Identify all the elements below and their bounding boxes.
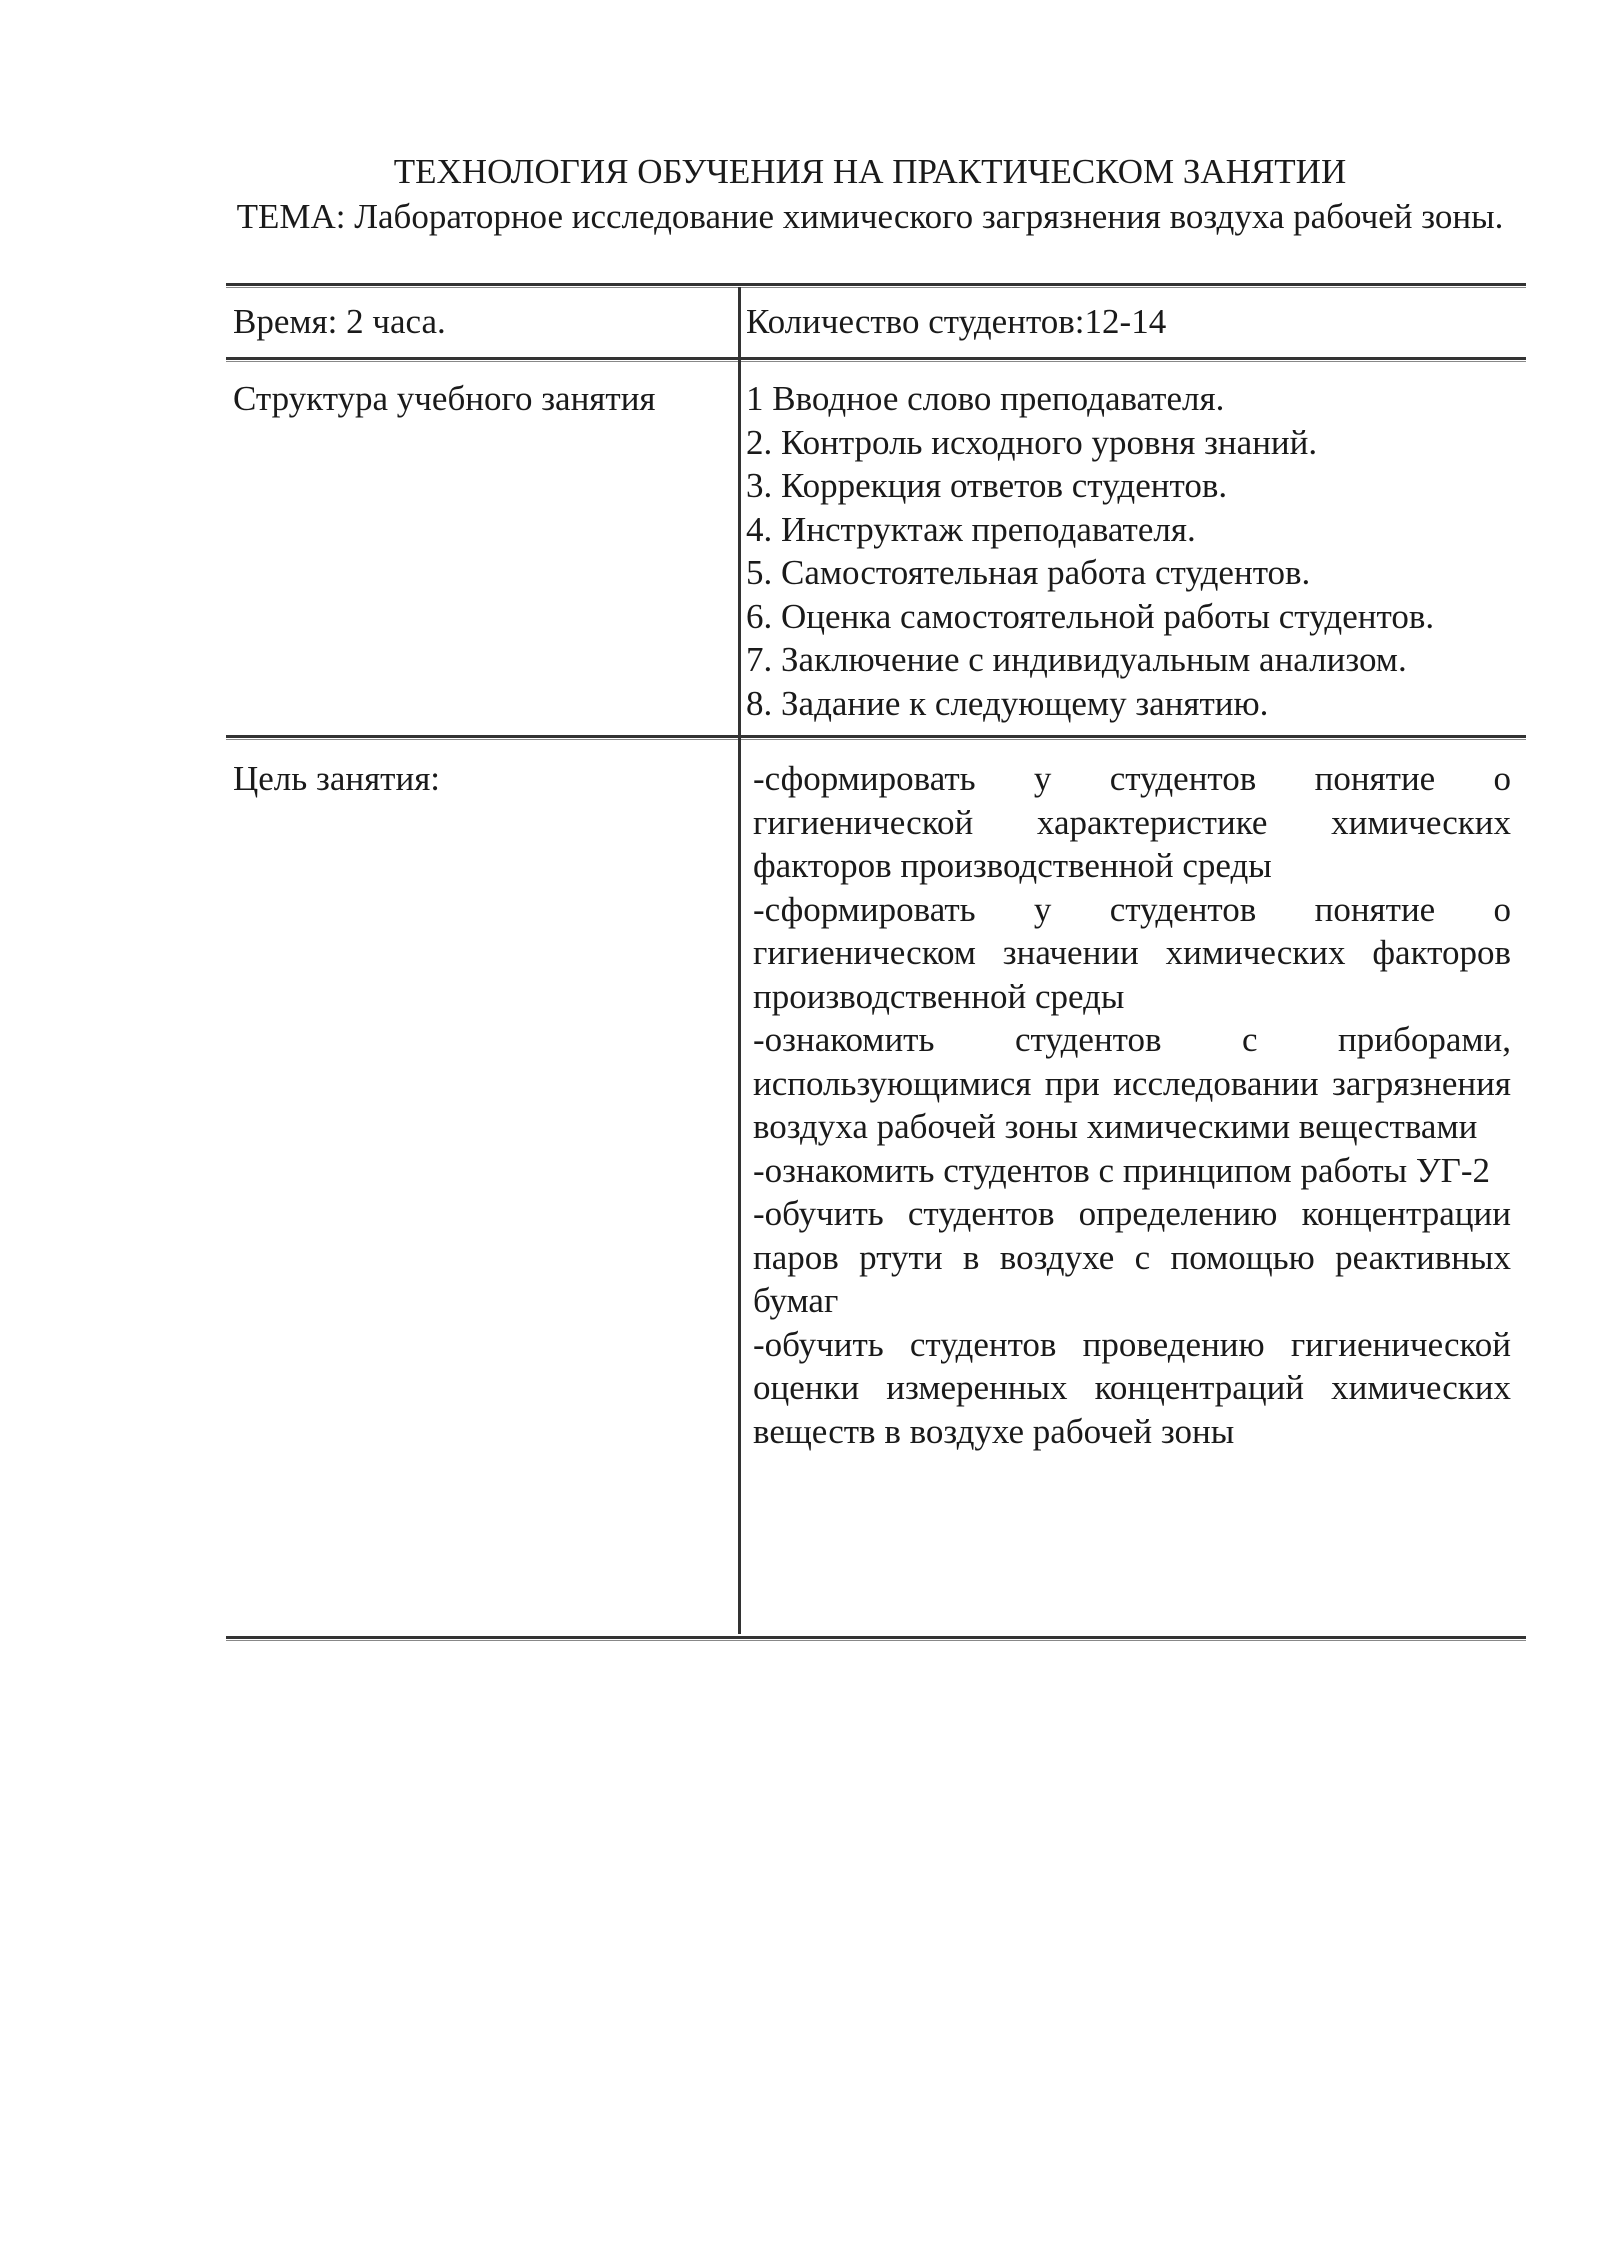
time-cell: Время: 2 часа. (233, 302, 446, 341)
table-bottom-border (226, 1636, 1526, 1639)
column-divider (738, 287, 741, 1634)
list-item: 6. Оценка самостоятельной работы студентов. (746, 596, 1435, 636)
list-item: 4. Инструктаж преподавателя. (746, 509, 1196, 549)
row-divider-1 (226, 357, 1526, 360)
lesson-topic: ТЕМА: Лабораторное исследование химического загрязнения воздуха рабочей зоны. (236, 197, 1504, 236)
structure-label: Структура учебного занятия (233, 379, 656, 418)
goal-item: -сформировать у студентов понятие о гигиеническом значении химических факторов производственной среды (753, 889, 1511, 1016)
page-title: ТЕХНОЛОГИЯ ОБУЧЕНИЯ НА ПРАКТИЧЕСКОМ ЗАНЯТИИ (393, 152, 1347, 191)
students-count-cell: Количество студентов:12-14 (746, 302, 1167, 341)
goal-item: -обучить студентов определению концентрации паров ртути в воздухе с помощью реактивных бумаг (753, 1194, 1511, 1320)
structure-cell (746, 377, 1516, 725)
structure-list (746, 377, 1516, 725)
goal-label: Цель занятия: (233, 759, 441, 798)
list-item: 7. Заключение с индивидуальным анализом. (746, 640, 1407, 679)
goal-item: -ознакомить студентов с принципом работы УГ-2 (753, 1150, 1491, 1190)
row-divider-2 (226, 735, 1526, 738)
list-item: 1 Вводное слово преподавателя. (746, 379, 1225, 418)
goals-cell (753, 757, 1511, 1453)
goal-item: -обучить студентов проведению гигиенической оценки измеренных концентраций химических веществ в воздухе рабочей зоны (753, 1324, 1511, 1451)
goal-item: -ознакомить студентов с приборами, использующимися при исследовании загрязнения воздуха рабочей зоны химическими веществами (753, 1020, 1511, 1146)
list-item: 2. Контроль исходного уровня знаний. (746, 422, 1318, 462)
goal-item: -сформировать у студентов понятие о гигиенической характеристике химических факторов производственной среды (753, 759, 1511, 885)
list-item: 8. Задание к следующему занятию. (746, 683, 1269, 723)
list-item: 3. Коррекция ответов студентов. (746, 466, 1228, 505)
list-item: 5. Самостоятельная работа студентов. (746, 553, 1311, 592)
table-top-border (226, 283, 1526, 286)
